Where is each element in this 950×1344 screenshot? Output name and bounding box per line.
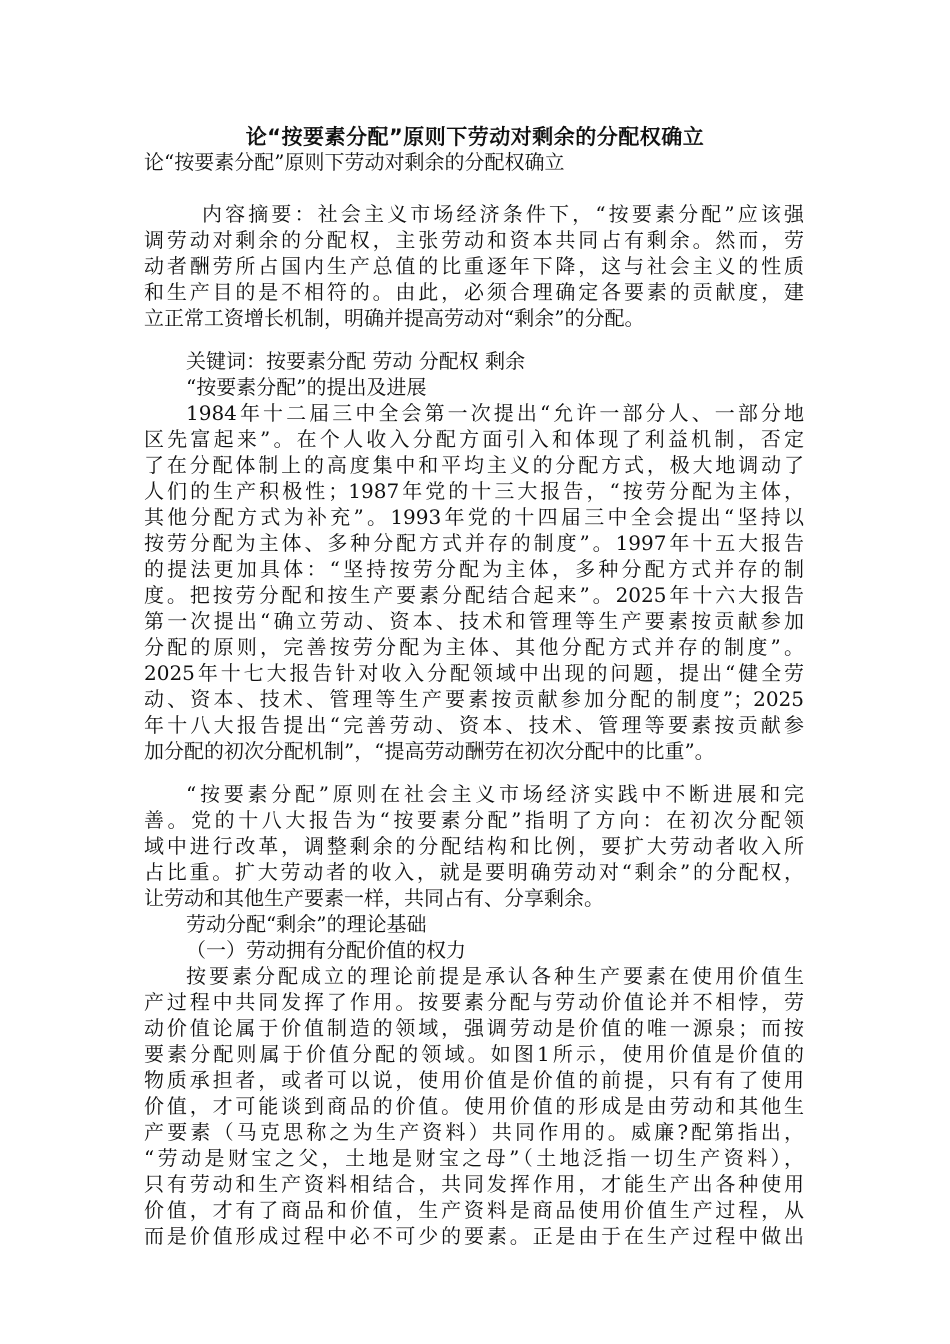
body-line: 动、资本、技术、管理等生产要素按贡献参加分配的制度”；2025 [144,687,804,711]
keywords-line: 关键词：按要素分配 劳动 分配权 剩余 [186,349,526,373]
body-line: 2025年十七大报告针对收入分配领域中出现的问题，提出“健全劳 [144,661,804,685]
abstract-line: 调劳动对剩余的分配权，主张劳动和资本共同占有剩余。然而，劳 [144,228,804,252]
body-line: 人们的生产积极性；1987年党的十三大报告，“按劳分配为主体， [144,479,804,503]
body-line: 动价值论属于价值制造的领域，强调劳动是价值的唯一源泉；而按 [144,1016,804,1040]
body-line: 年十八大报告提出“完善劳动、资本、技术、管理等要素按贡献参 [144,713,804,737]
body-line: 只有劳动和生产资料相结合，共同发挥作用，才能生产出各种使用 [144,1172,804,1196]
body-line: 1984年十二届三中全会第一次提出“允许一部分人、一部分地 [186,401,804,425]
body-line: 产过程中共同发挥了作用。按要素分配与劳动价值论并不相悖，劳 [144,990,804,1014]
section-heading: “按要素分配”的提出及进展 [186,375,427,399]
body-line: 占比重。扩大劳动者的收入，就是要明确劳动对“剩余”的分配权， [144,860,804,884]
body-line: 其他分配方式为补充”。1993年党的十四届三中全会提出“坚持以 [144,505,804,529]
body-line: 善。党的十八大报告为“按要素分配”指明了方向：在初次分配领 [144,808,804,832]
body-line: 要素分配则属于价值分配的领域。如图1所示，使用价值是价值的 [144,1042,804,1066]
section-heading: 劳动分配“剩余”的理论基础 [186,912,427,936]
abstract-line: 立正常工资增长机制，明确并提高劳动对“剩余”的分配。 [144,306,645,330]
abstract-line: 内容摘要：社会主义市场经济条件下，“按要素分配”应该强 [202,202,804,226]
body-line: 产要素（马克思称之为生产资料）共同作用的。威廉?配第指出， [144,1120,804,1144]
body-line: 区先富起来”。在个人收入分配方面引入和体现了利益机制，否定 [144,427,804,451]
body-line: “按要素分配”原则在社会主义市场经济实践中不断进展和完 [186,782,804,806]
body-line: 物质承担者，或者可以说，使用价值是价值的前提，只有有了使用 [144,1068,804,1092]
body-line: 价值，才可能谈到商品的价值。使用价值的形成是由劳动和其他生 [144,1094,804,1118]
body-line: 的提法更加具体：“坚持按劳分配为主体，多种分配方式并存的制 [144,557,804,581]
body-line: 域中进行改革，调整剩余的分配结构和比例，要扩大劳动者收入所 [144,834,804,858]
body-line: 而是价值形成过程中必不可少的要素。正是由于在生产过程中做出 [144,1224,804,1248]
body-line: 按劳分配为主体、多种分配方式并存的制度”。1997年十五大报告 [144,531,804,555]
body-line: 让劳动和其他生产要素一样，共同占有、分享剩余。 [144,886,604,910]
document-title: 论“按要素分配”原则下劳动对剩余的分配权确立 [245,125,705,149]
body-line: “劳动是财宝之父，土地是财宝之母”（土地泛指一切生产资料）， [144,1146,804,1170]
body-line: 第一次提出“确立劳动、资本、技术和管理等生产要素按贡献参加 [144,609,804,633]
body-line: 加分配的初次分配机制”，“提高劳动酬劳在初次分配中的比重”。 [144,739,715,763]
abstract-line: 和生产目的是不相符的。由此，必须合理确定各要素的贡献度，建 [144,280,804,304]
subsection-heading: （一）劳动拥有分配价值的权力 [186,938,466,962]
body-line: 度。把按劳分配和按生产要素分配结合起来”。2025年十六大报告 [144,583,804,607]
body-line: 分配的原则，完善按劳分配为主体、其他分配方式并存的制度”。 [144,635,804,659]
abstract-line: 动者酬劳所占国内生产总值的比重逐年下降，这与社会主义的性质 [144,254,804,278]
body-line: 按要素分配成立的理论前提是承认各种生产要素在使用价值生 [186,964,804,988]
document-subtitle: 论“按要素分配”原则下劳动对剩余的分配权确立 [144,150,565,174]
body-line: 了在分配体制上的高度集中和平均主义的分配方式，极大地调动了 [144,453,804,477]
body-line: 价值，才有了商品和价值，生产资料是商品使用价值生产过程，从 [144,1198,804,1222]
